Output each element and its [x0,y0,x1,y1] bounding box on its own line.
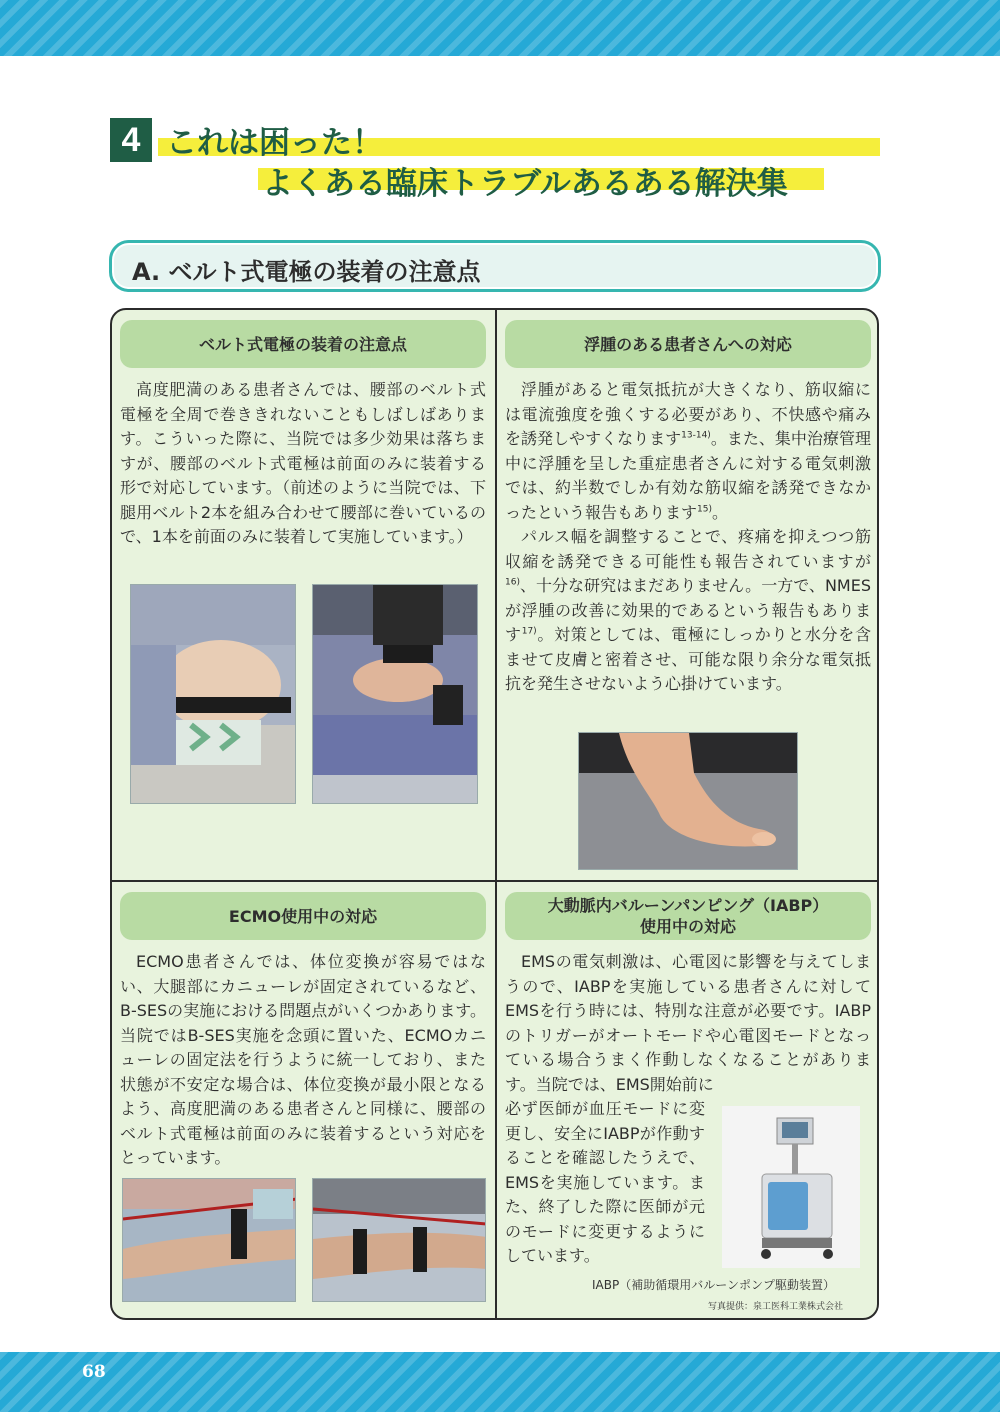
chapter-title-line2: よくある臨床トラブルあるある解決集 [262,166,788,202]
section-title: A. ベルト式電極の装着の注意点 [132,258,481,286]
reference: 15) [697,504,712,515]
text: 浮腫があると電気抵抗が大きくなり、筋収縮には電流強度を強くする必要があり、不快感や痛みを誘発しやすくなります [505,380,871,448]
cell-heading: ECMO使用中の対応 [120,892,486,940]
text: 、十分な研究はまだありません。一方で、NMESが浮腫の改善に効果的であるという報告もあります [505,576,871,644]
section-header [109,240,881,292]
cell-body [120,378,486,550]
cell-ecmo [120,892,486,1171]
top-band [0,0,1000,56]
cell-heading: 浮腫のある患者さんへの対応 [505,320,871,368]
cell-body [120,950,486,1171]
chapter-title-line1: これは困った！ [166,125,383,161]
text: パルス幅を調整することで、疼痛を抑えつつ筋収縮を誘発できる可能性も報告されていますが [505,527,871,571]
text: 。また、集中治療管理中に浮腫を呈した重症患者さんに対する電気刺激では、約半数でしか有効な筋収縮を誘発できなかったという報告もあります [505,429,871,522]
cell-heading [505,892,871,940]
paragraph: 必ず医師が血圧モードに変更し、安全にIABPが作動することを確認したうえで、EMSを実施しています。また、終了した際に医師が元のモードに変更するようにしています。 [505,1099,705,1265]
paragraph: EMSの電気刺激は、心電図に影響を与えてしまうので、IABPを実施している患者さんに対してEMSを行う時には、特別な注意が必要です。IABPのトリガーがオートモードや心電図モードとなっている場合うまく作動しなくなることがあります。当院では、EMS開始前に [505,952,871,1094]
heading-line: 使用中の対応 [639,917,736,936]
chapter-number: 4 [110,118,152,162]
reference: 16) [505,577,520,588]
paragraph: 高度肥満のある患者さんでは、腰部のベルト式電極を全周で巻ききれないこともしばしばあります。こういった際に、当院では多少効果は落ちますが、腰部のベルト式電極は前面のみに装着する形で対応しています。（前述のように当院では、下腿用ベルト2本を組み合わせて腰部に巻いているので、1本を前面のみに装着して実施しています。） [120,380,486,546]
paragraph [505,525,871,697]
reference: 13-14) [681,430,711,441]
cell-body [505,378,871,697]
photo-credit: 写真提供：泉工医科工業株式会社 [708,1302,844,1312]
iabp-caption: IABP（補助循環用バルーンポンプ駆動装置） [592,1278,835,1292]
heading-line: 大動脈内バルーンパンピング（IABP） [547,896,829,915]
bottom-band [0,1352,1000,1412]
cell-edema [505,320,871,697]
grid-divider-horizontal [112,880,879,882]
photo-belt-front [130,584,296,804]
paragraph [505,378,871,525]
text: 。対策としては、電極にしっかりと水分を含ませて皮膚と密着させ、可能な限り余分な電気抵抗を発生させないよう心掛けています。 [505,625,871,693]
reference: 17) [521,626,537,637]
paragraph: ECMO患者さんでは、体位変換が容易ではない、大腿部にカニューレが固定されているなど、B-SESの実施における問題点がいくつかあります。当院ではB-SES実施を念頭に置いた、ECMOカニューレの固定法を行うように統一しており、また状態が不安定な場合は、体位変換が最小限となるよう、高度肥満のある患者さんと同様に、腰部のベルト式電極は前面のみに装着するという対応をとっています。 [120,952,486,1167]
cell-heading: ベルト式電極の装着の注意点 [120,320,486,368]
page-number: 68 [82,1362,106,1382]
photo-belt-application [312,584,478,804]
photo-ecmo-thigh [312,1178,486,1302]
text: 。 [711,502,728,522]
photo-edema-foot [578,732,798,870]
photo-iabp-device [722,1106,860,1268]
content-grid [110,308,879,1320]
photo-ecmo-leg [122,1178,296,1302]
cell-belt-electrode [120,320,486,550]
grid-divider-vertical [495,310,497,1320]
